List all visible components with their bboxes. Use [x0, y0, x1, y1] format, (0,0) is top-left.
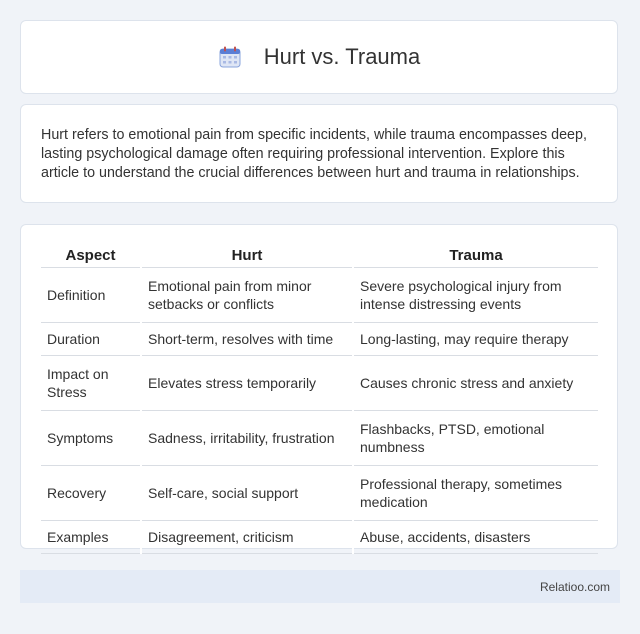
title-wrap [218, 44, 420, 70]
table-card [20, 224, 618, 549]
column-header-trauma: Trauma [353, 243, 598, 268]
intro-card [20, 104, 618, 203]
table-cell-aspect: Duration [41, 323, 141, 356]
table-cell-hurt: Disagreement, criticism [141, 521, 353, 554]
table-row [41, 521, 598, 554]
header-card [20, 20, 618, 94]
table-cell-trauma: Long-lasting, may require therapy [353, 323, 598, 356]
table-cell-aspect: Recovery [41, 466, 141, 521]
table-cell-hurt: Emotional pain from minor setbacks or conflicts [141, 268, 353, 323]
table-cell-trauma: Flashbacks, PTSD, emotional numbness [353, 411, 598, 466]
table-row [41, 356, 598, 411]
comparison-table [41, 243, 598, 554]
table-cell-trauma: Severe psychological injury from intense distressing events [353, 268, 598, 323]
table-row [41, 268, 598, 323]
table-row [41, 466, 598, 521]
footer-brand: Relatioo.com [539, 579, 610, 594]
calendar-icon [218, 45, 242, 69]
table-cell-aspect: Impact on Stress [41, 356, 141, 411]
table-cell-trauma: Professional therapy, sometimes medication [353, 466, 598, 521]
table-cell-hurt: Elevates stress temporarily [141, 356, 353, 411]
table-cell-hurt: Self-care, social support [141, 466, 353, 521]
page-title: Hurt vs. Trauma [263, 44, 421, 69]
column-header-aspect: Aspect [41, 243, 141, 268]
footer-bar [20, 570, 620, 603]
table-cell-trauma: Abuse, accidents, disasters [353, 521, 598, 554]
table-header-row [41, 243, 598, 268]
table-cell-aspect: Definition [41, 268, 141, 323]
table-row [41, 411, 598, 466]
table-cell-hurt: Short-term, resolves with time [141, 323, 353, 356]
table-cell-hurt: Sadness, irritability, frustration [141, 411, 353, 466]
table-row [41, 323, 598, 356]
column-header-hurt: Hurt [141, 243, 353, 268]
table-cell-aspect: Examples [41, 521, 141, 554]
intro-text: Hurt refers to emotional pain from specific incidents, while trauma encompasses deep, lasting psychological damage often requiring professional intervention. Explore this article to understand the crucial differences between hurt and trauma in relationships. [41, 127, 587, 181]
table-cell-aspect: Symptoms [41, 411, 141, 466]
table-cell-trauma: Causes chronic stress and anxiety [353, 356, 598, 411]
